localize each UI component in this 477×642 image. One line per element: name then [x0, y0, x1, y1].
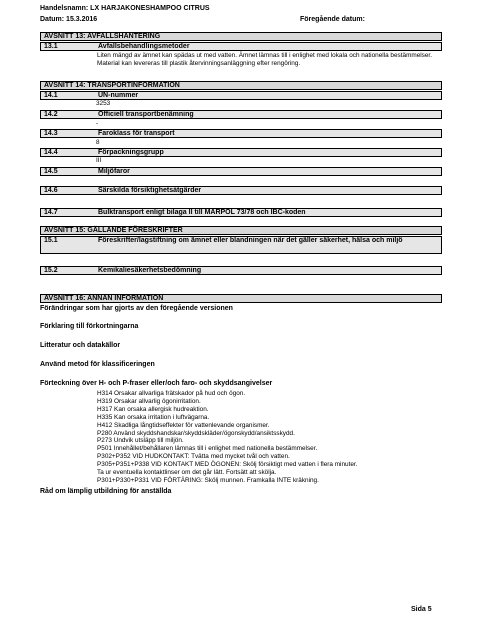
subsection-title: Miljöfaror — [98, 168, 130, 175]
product-name: Handelsnamn: LX HARJAKONESHAMPOO CITRUS — [40, 5, 210, 12]
phrase-item: P501 Innehållet/behållaren lämnas till i enlighet med nationella bestämmelser. — [97, 445, 318, 453]
shipping-name-value: - — [96, 120, 99, 127]
phrase-item: H412 Skadliga långtidseffekter för vattenlevande organismer. — [97, 421, 270, 429]
subsection-title: Bulktransport enligt bilaga II till MARPOL 73/78 och IBC-koden — [98, 209, 306, 216]
training-heading: Råd om lämplig utbildning för anställda — [40, 488, 172, 495]
subsection-14-7 — [40, 208, 442, 217]
subsection-number: 14.3 — [44, 130, 58, 137]
subsection-title: Förpackningsgrupp — [98, 149, 164, 156]
subsection-title: Föreskrifter/lagstiftning om ämnet eller blandningen när det gäller säkerhet, hälsa och miljö — [98, 237, 403, 244]
hazard-class-value: 8 — [96, 139, 100, 146]
section-13-heading: AVSNITT 13: AVFALLSHANTERING — [40, 32, 442, 41]
subsection-15-2 — [40, 266, 442, 275]
section-14-heading: AVSNITT 14: TRANSPORTINFORMATION — [40, 81, 442, 90]
subsection-number: 14.4 — [44, 149, 58, 156]
subsection-14-5 — [40, 167, 442, 176]
subsection-number: 15.2 — [44, 267, 58, 274]
literature-heading: Litteratur och datakällor — [40, 342, 121, 349]
waste-treatment-text: Liten mängd av ämnet kan spädas ut med vatten. Ämnet lämnas till i enlighet med lokala och nationella bestämmelser. Material kan levereras till plastik återvinningsanläggning efter rengöring. — [97, 52, 432, 67]
subsection-number: 14.2 — [44, 111, 58, 118]
subsection-number: 15.1 — [44, 237, 58, 244]
subsection-number: 14.1 — [44, 92, 58, 99]
phrase-item: H335 Kan orsaka irritation i luftvägarna. — [97, 413, 210, 421]
subsection-14-1 — [40, 91, 442, 100]
phrase-list — [97, 390, 442, 485]
phrase-item: P273 Undvik utsläpp till miljön. — [97, 437, 184, 445]
subsection-number: 14.5 — [44, 168, 58, 175]
changes-heading: Förändringar som har gjorts av den föregående versionen — [40, 305, 233, 312]
subsection-title: Avfallsbehandlingsmetoder — [98, 43, 190, 50]
subsection-14-3 — [40, 129, 442, 138]
subsection-14-4 — [40, 148, 442, 157]
subsection-title: UN-nummer — [98, 92, 139, 99]
packing-group-value: III — [96, 157, 102, 164]
subsection-number: 14.7 — [44, 209, 58, 216]
subsection-title: Kemikaliesäkerhetsbedömning — [98, 267, 202, 274]
subsection-14-6 — [40, 186, 442, 195]
phrase-item: H314 Orsakar allvarliga frätskador på hud och ögon. — [97, 390, 246, 397]
phrases-heading: Förteckning över H- och P-fraser eller/och faro- och skyddsangivelser — [40, 380, 273, 387]
section-15-heading: AVSNITT 15: GÄLLANDE FÖRESKRIFTER — [40, 226, 442, 235]
phrase-item: P301+P330+P331 VID FÖRTÄRING: Skölj munnen. Framkalla INTE kräkning. — [97, 476, 319, 484]
subsection-title: Officiell transportbenämning — [98, 111, 194, 118]
subsection-15-1 — [40, 236, 442, 254]
section-16-heading: AVSNITT 16: ANNAN INFORMATION — [40, 294, 442, 303]
document-date: Datum: 15.3.2016 — [40, 16, 98, 23]
phrase-item: Ta ur eventuella kontaktlinser om det går lätt. Fortsätt att skölja. — [97, 469, 277, 477]
phrase-item: H317 Kan orsaka allergisk hudreaktion. — [97, 405, 209, 413]
un-number-value: 3253 — [96, 100, 111, 107]
subsection-14-2 — [40, 110, 442, 119]
subsection-title: Faroklass för transport — [98, 130, 175, 137]
subsection-title: Särskilda försiktighetsåtgärder — [98, 187, 202, 194]
subsection-13-1 — [40, 42, 442, 51]
page-number: Sida 5 — [411, 606, 432, 613]
phrase-item: P305+P351+P338 VID KONTAKT MED ÖGONEN: Skölj försiktigt med vatten i flera minuter. — [97, 461, 358, 469]
previous-date: Föregående datum: — [300, 16, 365, 23]
subsection-number: 13.1 — [44, 43, 58, 50]
abbreviations-heading: Förklaring till förkortningarna — [40, 323, 139, 330]
phrase-item: H319 Orsakar allvarlig ögonirritation. — [97, 397, 201, 405]
phrase-item: P280 Använd skyddshandskar/skyddskläder/ögonskydd/ansiktsskydd. — [97, 429, 295, 437]
classification-method-heading: Använd metod för klassificeringen — [40, 361, 155, 368]
phrase-item: P302+P352 VID HUDKONTAKT: Tvätta med mycket tvål och vatten. — [97, 453, 290, 461]
subsection-number: 14.6 — [44, 187, 58, 194]
